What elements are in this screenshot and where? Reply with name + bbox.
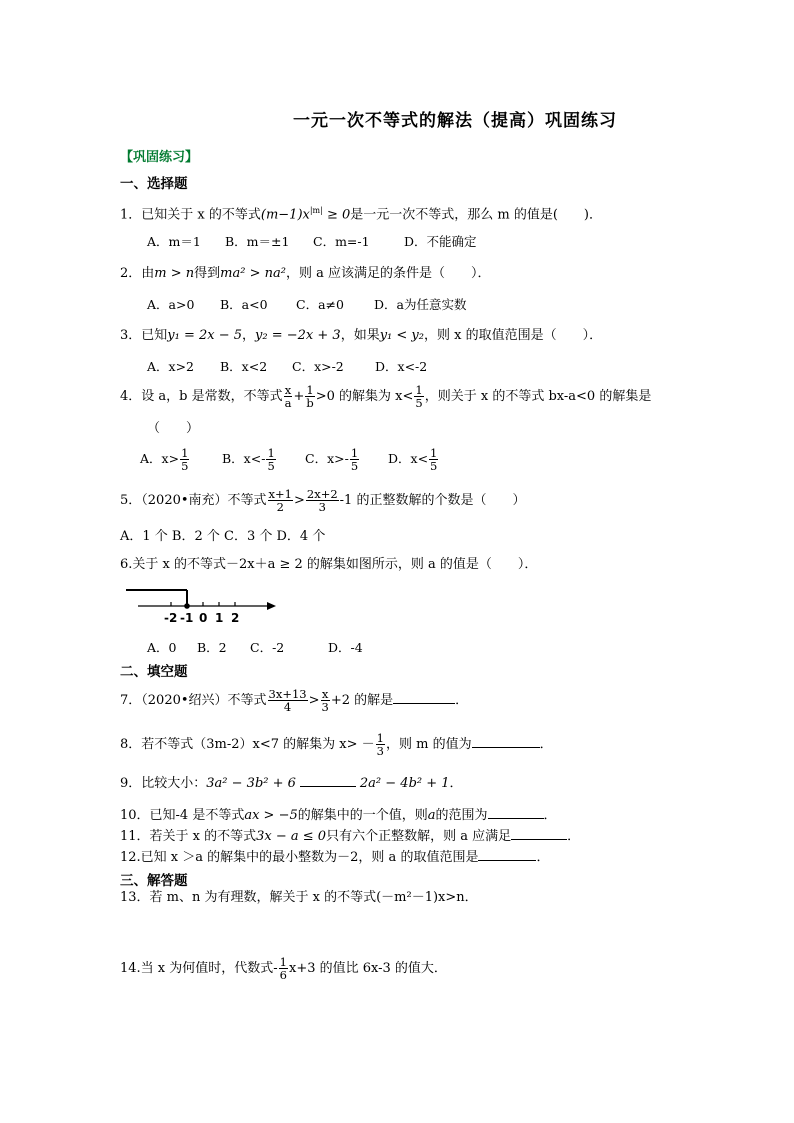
- solid-endpoint: [184, 603, 190, 609]
- q3-option-c: C．x>-2: [292, 359, 344, 374]
- q2-option-c: C．a≠0: [296, 297, 344, 312]
- q1-option-c: C．m=-1: [313, 234, 370, 249]
- axis-label-0: 0: [199, 611, 208, 625]
- question-9: 9．比较大小：3a² − 3b² + 6 2a² − 4b² + 1．: [120, 776, 463, 791]
- question-14: 14.当 x 为何值时，代数式- $\frac{1}{6}$ x+3 的值比 6x-3 的值大．: [120, 955, 447, 982]
- q4-option-a: A．x> $\frac{1}{5}$: [140, 446, 189, 473]
- q4-option-d: D．x< $\frac{1}{5}$: [388, 446, 438, 473]
- question-3: 3．已知y₁ = 2x − 5，y₂ = −2x + 3，如果y₁ < y₂，则 x 的取值范围是（ ）．: [120, 328, 603, 343]
- q5-options: A．1 个 B．2 个 C．3 个 D．4 个: [120, 529, 326, 544]
- q2-option-d: D．a为任意实数: [374, 297, 467, 312]
- q3-option-b: B．x<2: [220, 359, 268, 374]
- question-4: 4．设 a，b 是常数，不等式 $\frac{x}{a}$ + $\frac{1}{b}$ >0 的解集为 x< $\frac{1}{5}$ ，则关于 x 的不等式 bx-a<0 的解集是: [120, 383, 652, 410]
- question-5: 5．（2020•南充）不等式 $\frac{x+1}{2}$ > $\frac{2x+2}{3}$ -1 的正整数解的个数是（ ）: [120, 487, 526, 514]
- question-8: 8．若不等式（3m-2）x<7 的解集为 x> － $\frac{1}{3}$ ，则 m 的值为 ．: [120, 731, 553, 758]
- number-line-figure: [124, 585, 284, 627]
- q1-option-a: A．m＝1: [147, 234, 201, 249]
- question-13: 13．若 m、n 为有理数，解关于 x 的不等式(－m²－1)x>n．: [120, 890, 478, 905]
- section-heading-choice: 一、选择题: [120, 176, 188, 192]
- q2-option-b: B．a<0: [220, 297, 268, 312]
- q3-option-a: A．x>2: [147, 359, 195, 374]
- q7-answer-blank[interactable]: [393, 691, 455, 704]
- q10-answer-blank[interactable]: [488, 806, 544, 819]
- q4-option-c: C．x>- $\frac{1}{5}$: [305, 446, 359, 473]
- section-tag: 【巩固练习】: [120, 150, 199, 165]
- axis-arrow-icon: [267, 602, 276, 610]
- q2-option-a: A．a>0: [147, 297, 195, 312]
- q9-answer-blank[interactable]: [300, 774, 356, 787]
- q3-option-d: D．x<-2: [375, 359, 428, 374]
- axis-label-2: 2: [231, 611, 240, 625]
- q12-answer-blank[interactable]: [478, 848, 536, 861]
- q6-option-b: B．2: [197, 640, 227, 655]
- section-heading-solve: 三、解答题: [120, 873, 188, 889]
- question-7: 7．（2020•绍兴）不等式 $\frac{3x+13}{4}$ > $\frac{x}{3}$ +2 的解是 ．: [120, 687, 469, 714]
- question-12: 12.已知 x ＞a 的解集中的最小整数为－2，则 a 的取值范围是 ．: [120, 850, 550, 865]
- question-1: 1．已知关于 x 的不等式$(m-1)x^{|m|} \ge 0$是一元一次不等式，那么 m 的值是( )．: [120, 206, 603, 223]
- question-2: 2．由m > n得到ma² > na²，则 a 应该满足的条件是（ ）．: [120, 266, 491, 281]
- q4-option-b: B．x<- $\frac{1}{5}$: [222, 446, 275, 473]
- axis-label-minus-2: -2: [164, 611, 178, 625]
- q6-option-a: A．0: [147, 640, 177, 655]
- page-title: 一元一次不等式的解法（提高）巩固练习: [293, 111, 617, 131]
- question-6: 6.关于 x 的不等式－2x＋a ≥ 2 的解集如图所示，则 a 的值是（ ）．: [120, 557, 538, 572]
- q11-answer-blank[interactable]: [511, 827, 567, 840]
- q6-option-d: D．-4: [328, 640, 363, 655]
- section-heading-fill: 二、填空题: [120, 664, 188, 680]
- q1-option-d: D．不能确定: [404, 234, 477, 249]
- q6-option-c: C．-2: [250, 640, 285, 655]
- axis-label-1: 1: [215, 611, 224, 625]
- q4-answer-paren: （ ）: [147, 421, 200, 436]
- question-10: 10．已知-4 是不等式ax > −5的解集中的一个值，则a的范围为 ．: [120, 808, 557, 823]
- axis-label-minus-1: -1: [180, 611, 194, 625]
- q8-answer-blank[interactable]: [472, 735, 540, 748]
- q1-option-b: B．m＝±1: [225, 234, 290, 249]
- question-11: 11．若关于 x 的不等式3x − a ≤ 0只有六个正整数解，则 a 应满足 ．: [120, 829, 581, 844]
